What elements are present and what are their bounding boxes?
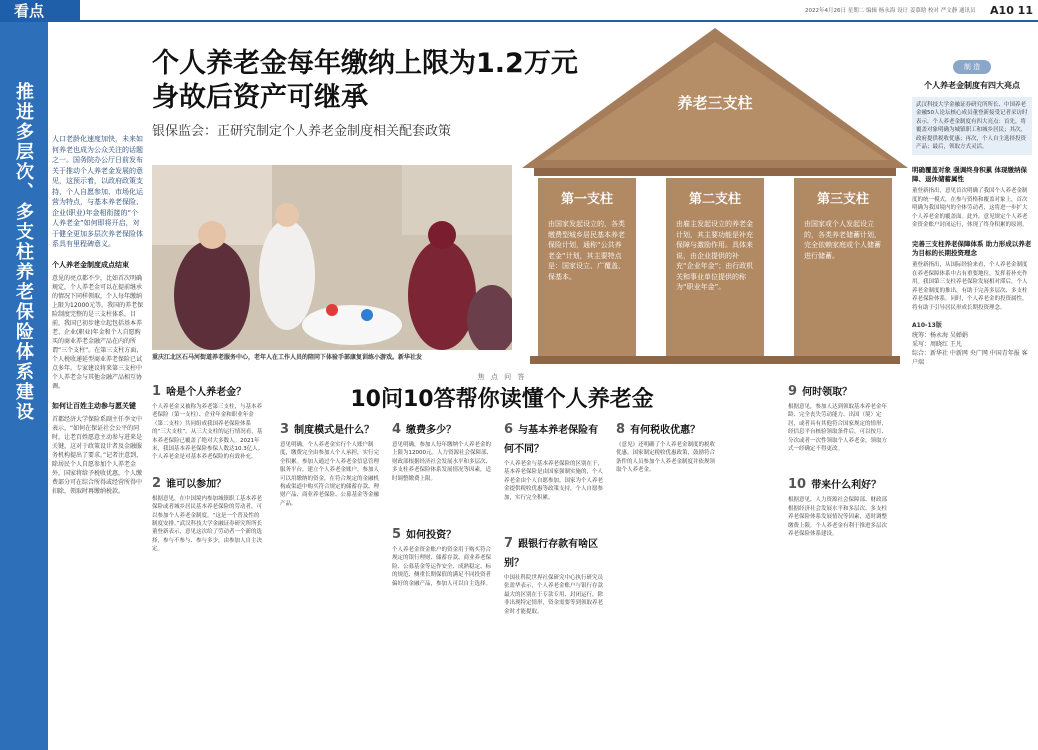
right-credits: 统筹：杨永海 吴婵娟 采写：周晓红 王凡 综合：新华社 中新网 央广网 中国青年报 客户端 <box>912 331 1028 366</box>
pillar-2 <box>666 178 764 356</box>
pillar-3 <box>794 178 892 356</box>
qa-5-answer: 个人养老金资金账户的资金用于购买符合规定的银行理财、储蓄存款、商业养老保险、公募基金等运作安全、成熟稳定、标的规范、侧重长期保值的满足不同投资者偏好的金融产品，参加人可以自主选择。 <box>392 547 492 587</box>
qa-2-question: 谁可以参加？ <box>166 478 227 490</box>
qa-9-answer: 根据意见，参加人达到领取基本养老金年龄、完全丧失劳动能力、出国（境）定居，或者具有其他符合国家规定的情形，经信息平台核验领取条件后，可以按月、分次或者一次性领取个人养老金，领取方式一经确定不得更改。 <box>788 404 888 453</box>
qa-item-1 <box>152 380 264 462</box>
qa-9-question: 何时领取？ <box>802 387 853 398</box>
right-column <box>912 60 1032 750</box>
news-photo <box>152 165 512 350</box>
qa-2-answer: 根据意见，在中国境内参加城镇职工基本养老保险或者城乡居民基本养老保险的劳动者，可以参加个人养老金制度。“这是一个普及性的制度安排。”武汉科技大学金融证券研究所所长董登新表示，意见这次给了劳动者一个新的选择，参与不参与、参与多少，由参加人自主决定。 <box>152 495 263 553</box>
qa-7-answer: 中国社科院世界社保研究中心执行研究员张盈华表示，个人养老金账户与银行存款最大的区别在于专款专用、封闭运行，除非出现特定情形，资金需要等到领取养老金时才能提取。 <box>504 575 604 615</box>
qa-7-num: 7 <box>504 536 514 552</box>
sidebar-intro: 人口老龄化速度加快，未来如何养老也成为公众关注的话题之一。国务院办公厅日前发布关于推动个人养老金发展的意见，这预示着，以政府政策支持、个人自愿参加、市场化运营为特点，与基本养老保险、企业(职业)年金相衔接的“个人养老金”如何即将开启，对于健全更加多层次养老保险体系具有里程碑意义。 <box>52 135 143 248</box>
right-sub2-body: 董登新指出，从国际经验来看，个人养老金制度在养老保障体系中占有重要地位，发挥着补充作用。我国第三支柱养老保险发展相对滞后，个人养老金制度的推出，有助于完善多层次、多支柱养老保险体系。同时，个人养老金的投资属性，将有助于引导居民形成长期投资理念。 <box>912 262 1028 311</box>
qa-1-question: 啥是个人养老金？ <box>166 387 247 398</box>
right-sub1-title: 明确覆盖对象 强调终身积累 体现缴纳保障、退休储蓄属性 <box>912 166 1028 184</box>
sidebar-column <box>52 134 144 744</box>
right-source: A10-13版 <box>912 321 942 329</box>
qa-5-num: 5 <box>392 527 402 543</box>
right-kicker: 制 造 <box>953 60 991 74</box>
qa-item-2 <box>152 472 264 554</box>
right-box-body: 武汉科技大学金融证券研究所所长、中国养老金融50人论坛核心成员董登新接受记者采访时表示，个人养老金制度有四大亮点：首先，将覆盖对象明确为城镇职工和城乡居民；其次，政府提供税收优惠；再次，个人自主选择投资产品；最后，领取方式灵活。 <box>916 102 1028 151</box>
qa-4-question: 缴费多少？ <box>406 425 457 436</box>
sidebar-slogan-band <box>0 22 48 750</box>
qa-col-3 <box>392 418 494 743</box>
qa-6-num: 6 <box>504 422 514 437</box>
sidebar-sub2-body: 首都经济大学保险系副主任李文中表示，“如何在保证社会公平的同时，让老百姓愿意主动参与进来是关键，这对于政策设计者及金融服务机构提出了要求。”记者注意到，除居民个人自愿参加个人养老金外，国家将给予税收优惠，个人缴费部分可在综合所得或经营所得中扣除，领取时再缴纳税款。 <box>52 415 143 495</box>
qa-10-num: 10 <box>788 477 807 493</box>
pillar-2-title: 第二支柱 <box>688 192 741 207</box>
qa-6-answer: 个人养老金与基本养老保险的区别在于，基本养老保险是由国家强制实施的，个人养老金由个人自愿参加。国家为个人养老金提供税收优惠等政策支持，个人自愿参加，实行完全积累。 <box>504 461 604 501</box>
pillar-3-text: 由国家或个人发起设立的，各类养老储蓄计划，完全依赖家庭或个人储蓄进行储蓄。 <box>804 220 881 260</box>
qa-2-num: 2 <box>152 475 162 491</box>
pillar-1-text: 由国家发起设立的，各类缴费型城乡居民基本养老保险计划，通称“公共养老金”计划，其主要特点是：国家设立、广覆盖、保基本。 <box>548 220 625 281</box>
masthead-date-info: 2022年4月26日 星期二 编辑 杨永海 设计 姜慕晗 校对 严文静 通讯员 <box>805 8 976 14</box>
qa-4-num: 4 <box>392 422 402 437</box>
pillars-graphic <box>512 20 918 365</box>
qa-8-num: 8 <box>616 422 626 437</box>
photo-caption: 重庆江北区石马河街道养老服务中心，老年人在工作人员的陪同下体验手部康复训练小游戏。新华社发 <box>152 354 423 361</box>
headline-line1: 个人养老金每年缴纳上限为1.2万元 <box>152 48 578 79</box>
page-number: A10 11 <box>990 4 1033 17</box>
pillar-2-text: 由雇主发起设立的养老金计划，其主要功能是补充保障与激励作用。具体来说，由企业提供的补充“企业年金”；由行政机关和事业单位提供的称为“职业年金”。 <box>676 220 754 291</box>
right-sub2-title: 完善三支柱养老保障体系 助力形成以养老为目标的长期投资理念 <box>912 240 1032 258</box>
section-label: 看点 <box>14 2 45 20</box>
qa-col-2 <box>280 418 382 743</box>
qa-item-10 <box>788 473 890 538</box>
right-box-title: 个人养老金制度有四大亮点 <box>924 81 1020 90</box>
sidebar-sub1-title: 个人养老金制度成点结束 <box>52 260 129 269</box>
qa-col-6 <box>788 380 890 745</box>
sidebar-sub1-body: 意见的亮点都不少，比如首次明确规定，个人养老金可以在提前继承的情况下同样领取，个人每年缴纳上限为12000元等。我国的养老保险制度完整的是三支柱体系，目前，我国已初步建立起包括基本养老、企业(职业)年金和个人自愿购买的商业养老金融产品在内的所谓“三个支柱”。在第三支柱方面，个人税收递延型商业养老保险已试点多年。专家建议将来第三支柱中个人养老金与其他金融产品相互协调。 <box>52 274 144 390</box>
pillar-1 <box>538 178 636 356</box>
pillar-3-title: 第三支柱 <box>816 192 869 207</box>
headline-subtitle: 银保监会：正研究制定个人养老金制度相关配套政策 <box>152 124 452 139</box>
qa-9-num: 9 <box>788 384 798 399</box>
pillar-1-title: 第一支柱 <box>560 192 613 207</box>
qa-10-question: 带来什么利好？ <box>811 480 882 492</box>
qa-3-answer: 意见明确，个人养老金实行个人账户制度，缴费完全由参加人个人承担，实行完全积累。参加人通过个人养老金信息管理服务平台，建立个人养老金账户。参加人可以用缴纳的资金，在符合规定的金融机构或渠道中购买符合规定的储蓄存款、理财产品、商业养老保险、公募基金等金融产品。 <box>280 442 380 507</box>
qa-3-question: 制度模式是什么？ <box>294 425 375 436</box>
section-badge <box>0 0 80 22</box>
qa-3-num: 3 <box>280 422 290 437</box>
qa-item-5 <box>392 523 494 588</box>
qa-4-answer: 意见明确，参加人每年缴纳个人养老金的上限为12000元。人力资源社会保障部、财政部根据经济社会发展水平和多层次、多支柱养老保险体系发展情况等因素，适时调整缴费上限。 <box>392 442 492 482</box>
masthead <box>0 0 1038 22</box>
sidebar-sub2-title: 如何让百姓主动参与愿关键 <box>52 401 136 410</box>
qa-8-answer: 《意见》还明确了个人养老金制度的税收优惠。国家制定税收优惠政策，鼓励符合条件的人员参加个人养老金制度并依规领取个人养老金。 <box>616 442 716 474</box>
qa-8-question: 有何税收优惠？ <box>630 425 701 436</box>
qa-1-answer: 个人养老金又被称为养老第三支柱，与基本养老保险（第一支柱）、企业年金和职业年金（第二支柱）共同组成我国养老保险体系的“三大支柱”。从三大支柱的运行情况看，基本养老保险已覆盖了绝对大多数人。2021年末，我国基本养老保险参保人数达10.3亿人。个人养老金是对基本养老保险的有效补充。 <box>152 404 264 461</box>
right-box <box>912 97 1032 155</box>
qa-col-4 <box>504 418 606 743</box>
qa-7-question: 跟银行存款有啥区别？ <box>504 539 599 570</box>
sidebar-slogan: 推进多层次、多支柱养老保险体系建设 <box>13 82 34 422</box>
qa-title: 10问10答帮你读懂个人养老金 <box>350 387 654 412</box>
qa-1-num: 1 <box>152 384 162 399</box>
photo-illustration <box>152 165 512 350</box>
headline-line2: 身故后资产可继承 <box>152 82 368 113</box>
qa-6-question: 与基本养老保险有何不同？ <box>504 425 599 455</box>
qa-10-answer: 根据意见，人力资源社会保障部、财政部根据经济社会发展水平和多层次、多支柱养老保险体系发展情况等因素，适时调整缴费上限。个人养老金有利于推进多层次养老保险体系建设。 <box>788 497 888 538</box>
qa-kicker: 焦 点 问 答 <box>477 373 527 381</box>
right-sub1-body: 董登新指出，意见首次明确了我国个人养老金制度的统一模式，在参与资格和覆盖对象上，首次明确为我国境内的全体劳动者，这将进一步扩大个人养老金的覆盖面。此外，意见规定个人养老金资金账户封闭运行，体现了终身积累的原则。 <box>912 188 1028 229</box>
qa-5-question: 如何投资？ <box>406 530 457 542</box>
qa-col-5 <box>616 418 716 743</box>
pillars-roof-label: 养老三支柱 <box>677 94 753 112</box>
qa-col-1 <box>152 380 264 745</box>
qa-item-7 <box>504 532 606 616</box>
